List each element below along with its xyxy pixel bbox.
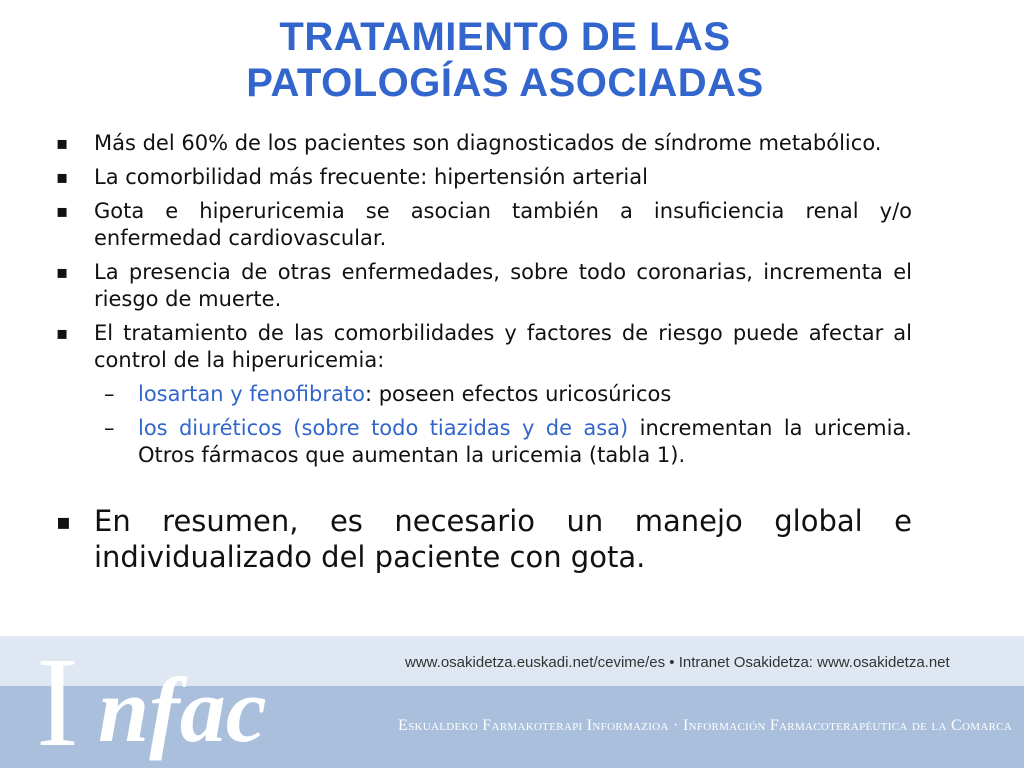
bullet-text: El tratamiento de las comorbilidades y factores de riesgo puede afectar al control de la hiperuricemia:: [94, 321, 912, 372]
slide-title-line-1: TRATAMIENTO DE LAS: [279, 15, 731, 59]
bullet-icon: ▪: [56, 510, 71, 535]
infac-logo: [36, 631, 336, 773]
summary-bullet: [56, 503, 912, 575]
logo-letters-nfac: nfac: [98, 659, 267, 761]
bullet-text: Más del 60% de los pacientes son diagnosticados de síndrome metabólico.: [94, 131, 882, 155]
slide-title: [0, 14, 1010, 106]
logo-letter-i: I: [36, 631, 79, 773]
footer-tagline: Eskualdeko Farmakoterapi Informazioa · Información Farmacoterapéutica de la Comarca: [398, 717, 1013, 734]
bullet-icon: ▪: [56, 201, 69, 222]
bullet-text: La comorbilidad más frecuente: hipertensión arterial: [94, 165, 648, 189]
dash-icon: –: [104, 416, 115, 440]
bullet-list: [56, 130, 912, 582]
bullet-item: [56, 198, 912, 252]
bullet-item: [56, 164, 912, 191]
footer-urls: www.osakidetza.euskadi.net/cevime/es • Intranet Osakidetza: www.osakidetza.net: [405, 654, 950, 671]
sub-bullet-highlight: los diuréticos (sobre todo tiazidas y de asa): [138, 416, 629, 440]
dash-icon: –: [104, 382, 115, 406]
summary-text: En resumen, es necesario un manejo global e individualizado del paciente con gota.: [94, 504, 912, 574]
sub-bullet-highlight: losartan y fenofibrato: [138, 382, 365, 406]
sub-bullet-item: [56, 381, 912, 408]
bullet-icon: ▪: [56, 133, 69, 154]
bullet-text: La presencia de otras enfermedades, sobre todo coronarias, incrementa el riesgo de muerte.: [94, 260, 912, 311]
sub-bullet-text: : poseen efectos uricosúricos: [364, 382, 672, 406]
bullet-text: Gota e hiperuricemia se asocian también a insuficiencia renal y/o enfermedad cardiovascular.: [94, 199, 912, 250]
sub-bullet-item: [56, 415, 912, 469]
bullet-icon: ▪: [56, 262, 69, 283]
slide-title-line-2: PATOLOGÍAS ASOCIADAS: [246, 61, 764, 105]
footer-banner: [0, 631, 1024, 773]
bullet-icon: ▪: [56, 323, 69, 344]
bullet-item: [56, 259, 912, 313]
bullet-item: [56, 130, 912, 157]
bullet-icon: ▪: [56, 167, 69, 188]
bullet-item: [56, 320, 912, 374]
sub-bullet-text: incrementan la uricemia. Otros fármacos que aumentan la uricemia (tabla 1).: [138, 416, 912, 467]
